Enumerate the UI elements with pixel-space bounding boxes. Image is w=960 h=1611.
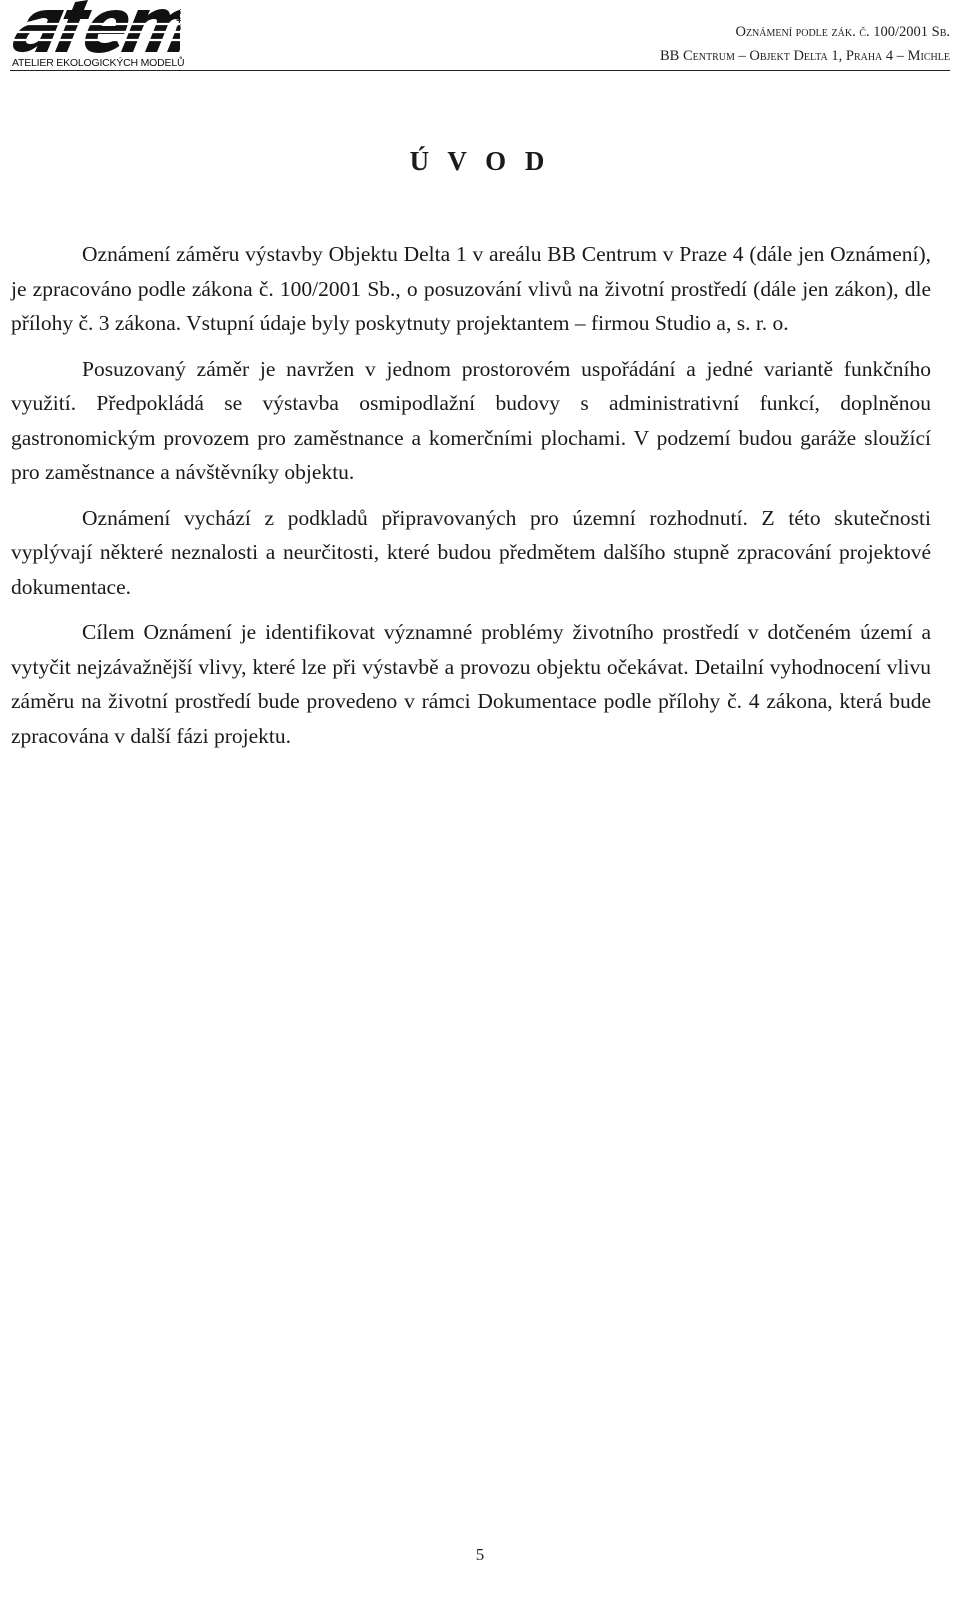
page-number: 5 xyxy=(475,1545,485,1564)
atem-logo xyxy=(10,0,190,72)
header-law-reference: Oznámení podle zák. č. 100/2001 Sb. xyxy=(735,24,950,40)
page-header xyxy=(10,0,950,72)
body-paragraph: Posuzovaný záměr je navržen v jednom prostorovém uspořádání a jedné variantě funkčního využití. Předpokládá se výstavba osmipodlažní budovy s administrativní funkcí, doplněnou gastronomickým provozem pro zaměstnance a komerčními plochami. V podzemí budou garáže sloužící pro zaměstnance a návštěvníky objektu. xyxy=(11,356,931,484)
section-title: Ú V O D xyxy=(409,146,551,176)
logo-caption: ATELIER EKOLOGICKÝCH MODELŮ xyxy=(12,57,185,69)
document-body xyxy=(11,237,931,764)
header-reference xyxy=(660,20,950,68)
atem-logo-mark xyxy=(10,0,180,58)
body-paragraph: Oznámení záměru výstavby Objektu Delta 1 v areálu BB Centrum v Praze 4 (dále jen Oznámení), je zpracováno podle zákona č. 100/2001 Sb., o posuzování vlivů na životní prostředí (dále jen zákon), dle přílohy č. 3 zákona. Vstupní údaje byly poskytnuty projektantem – firmou Studio a, s. r. o. xyxy=(11,242,931,335)
header-divider xyxy=(10,70,950,71)
body-paragraph: Cílem Oznámení je identifikovat významné problémy životního prostředí v dotčeném území a vytyčit nejzávažnější vlivy, které lze při výstavbě a provozu objektu očekávat. Detailní vyhodnocení vlivu záměru na životní prostředí bude provedeno v rámci Dokumentace podle přílohy č. 4 zákona, která bude zpracována v další fázi projektu. xyxy=(11,620,931,748)
body-paragraph: Oznámení vychází z podkladů připravovaných pro územní rozhodnutí. Z této skutečnosti vyplývají některé neznalosti a neurčitosti, které budou předmětem dalšího stupně zpracování projektové dokumentace. xyxy=(11,505,931,599)
header-project-name: BB Centrum – Objekt Delta 1, Praha 4 – Michle xyxy=(660,48,950,64)
logo-legal-form: s. r. o. xyxy=(174,8,183,30)
